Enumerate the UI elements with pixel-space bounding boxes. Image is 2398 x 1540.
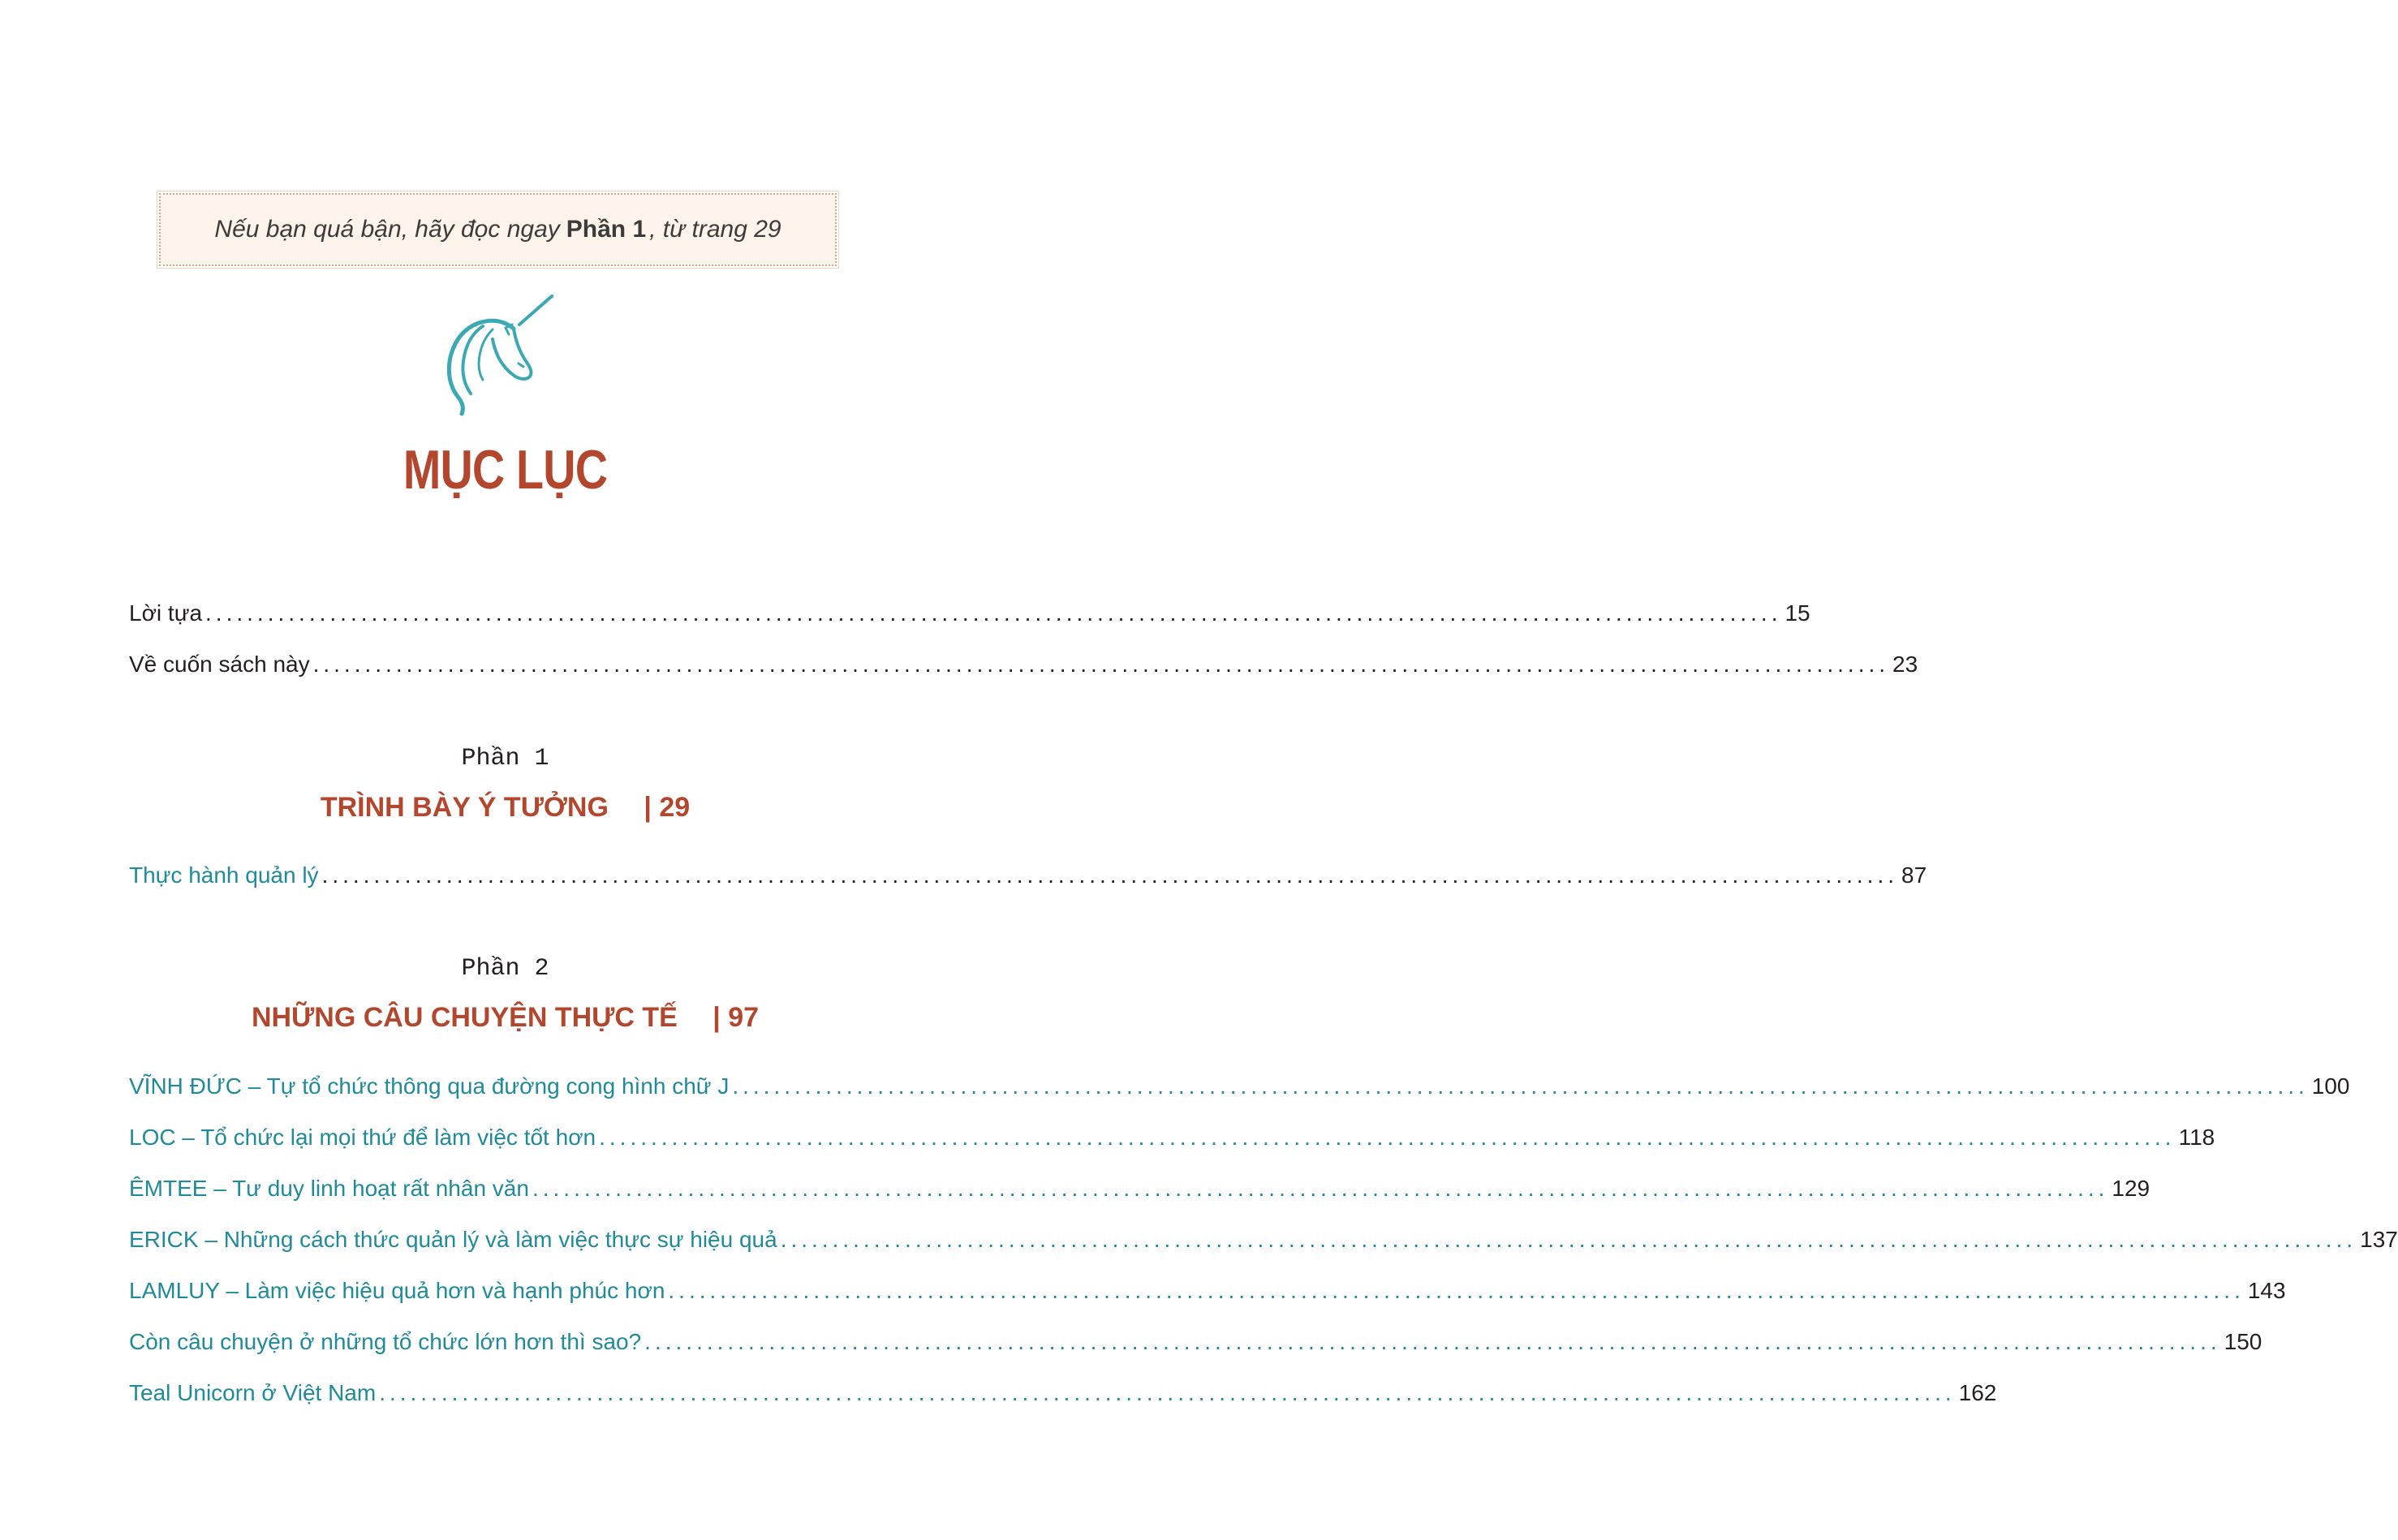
toc-entry[interactable] <box>129 1176 2150 1208</box>
toc-entry-page: 150 <box>2224 1329 2262 1354</box>
toc-leader-dots: ........................................................................................................................................................ <box>599 1125 2176 1150</box>
toc-entry-title: VĨNH ĐỨC – Tự tổ chức thông qua đường cong hình chữ J <box>129 1073 730 1099</box>
toc-entry-page: 15 <box>1785 600 1810 626</box>
part-title-text: TRÌNH BÀY Ý TƯỞNG <box>320 792 609 823</box>
page-title: MỤC LỤC <box>403 439 608 501</box>
toc-entry-title: Teal Unicorn ở Việt Nam <box>129 1380 377 1405</box>
toc-entry[interactable] <box>129 1125 2215 1157</box>
part-title-page: | 29 <box>644 792 691 823</box>
toc-entry-page: 143 <box>2247 1278 2286 1303</box>
toc-entry-page: 129 <box>2112 1176 2150 1201</box>
toc-leader-dots: ........................................................................................................................................................ <box>205 600 1782 626</box>
toc-leader-dots: ........................................................................................................................................................ <box>312 652 1890 677</box>
toc-entry-title: ÊMTEE – Tư duy linh hoạt rất nhân văn <box>129 1176 529 1201</box>
part-title-page: | 97 <box>713 1002 760 1033</box>
toc-leader-dots: ........................................................................................................................................................ <box>644 1329 2221 1354</box>
toc-entry-title: Còn câu chuyện ở những tổ chức lớn hơn thì sao? <box>129 1329 642 1354</box>
toc-entry-title: LOC – Tổ chức lại mọi thứ để làm việc tốt hơn <box>129 1125 596 1150</box>
toc-entry-title: Lời tựa <box>129 600 203 626</box>
reading-tip-part: Phần 1 <box>566 216 647 243</box>
toc-leader-dots: ........................................................................................................................................................ <box>321 862 1899 888</box>
toc-leader-dots: ........................................................................................................................................................ <box>732 1073 2309 1099</box>
reading-tip-text: Nếu bạn quá bận, hãy đọc ngay <box>214 216 560 243</box>
toc-entry[interactable] <box>129 652 1918 684</box>
part-title <box>0 1002 1010 1034</box>
part-label: Phần 2 <box>461 955 549 983</box>
part-title <box>0 792 1010 824</box>
toc-entry[interactable] <box>129 600 1810 633</box>
part-label: Phần 1 <box>461 745 549 772</box>
toc-entry-page: 118 <box>2178 1125 2215 1150</box>
toc-entry-page: 87 <box>1901 862 1927 888</box>
unicorn-head-icon <box>434 292 556 422</box>
reading-tip-box <box>159 193 837 266</box>
toc-entry[interactable] <box>129 1227 2398 1259</box>
toc-entry[interactable] <box>129 1380 1997 1413</box>
toc-entry[interactable] <box>129 1278 2286 1310</box>
toc-entry-page: 23 <box>1892 652 1918 677</box>
toc-entry[interactable] <box>129 862 1927 895</box>
toc-entry-title: ERICK – Những cách thức quản lý và làm việc thực sự hiệu quả <box>129 1227 777 1252</box>
toc-entry-title: Về cuốn sách này <box>129 652 310 677</box>
toc-entry[interactable] <box>129 1329 2262 1361</box>
toc-leader-dots: ........................................................................................................................................................ <box>780 1227 2357 1252</box>
toc-entry-page: 100 <box>2311 1073 2350 1099</box>
toc-entry-title: Thực hành quản lý <box>129 862 319 888</box>
reading-tip-page: , từ trang 29 <box>649 216 781 243</box>
toc-entry-page: 162 <box>1958 1380 1997 1405</box>
toc-entry-title: LAMLUY – Làm việc hiệu quả hơn và hạnh phúc hơn <box>129 1278 665 1303</box>
toc-leader-dots: ........................................................................................................................................................ <box>532 1176 2109 1201</box>
toc-entry[interactable] <box>129 1073 2350 1106</box>
part-title-text: NHỮNG CÂU CHUYỆN THỰC TẾ <box>251 1002 678 1033</box>
toc-leader-dots: ........................................................................................................................................................ <box>379 1380 1956 1405</box>
toc-entry-page: 137 <box>2360 1227 2398 1252</box>
toc-leader-dots: ........................................................................................................................................................ <box>668 1278 2245 1303</box>
